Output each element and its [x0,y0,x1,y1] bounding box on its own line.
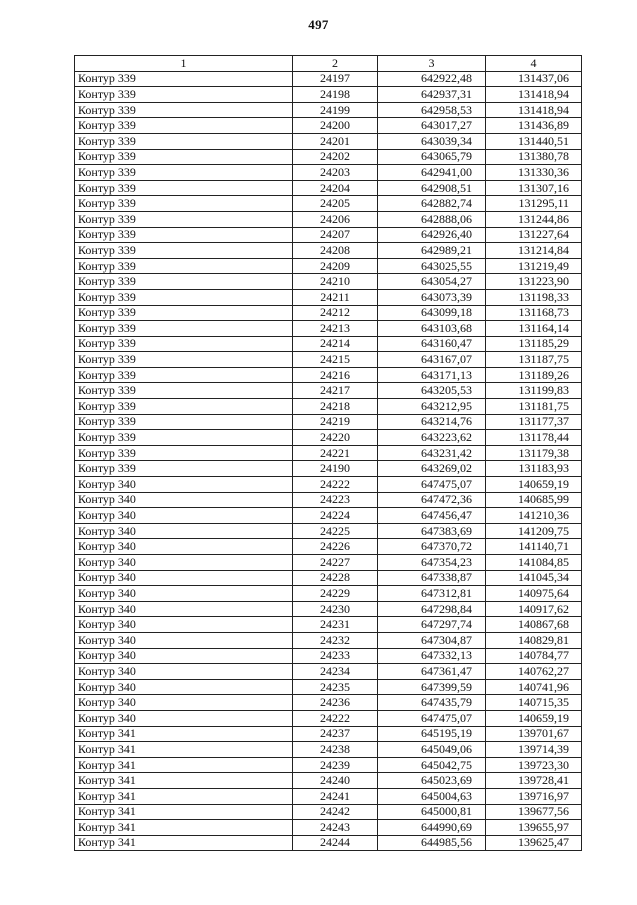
y-coordinate-cell: 141084,85 [486,555,582,571]
point-number-cell: 24224 [293,508,378,524]
y-coordinate-cell: 139625,47 [486,835,582,851]
contour-name-cell: Контур 339 [75,399,293,415]
x-coordinate-cell: 643269,02 [378,461,486,477]
point-number-cell: 24202 [293,149,378,165]
y-coordinate-cell: 131418,94 [486,87,582,103]
contour-name-cell: Контур 341 [75,757,293,773]
contour-name-cell: Контур 339 [75,445,293,461]
point-number-cell: 24222 [293,477,378,493]
contour-name-cell: Контур 341 [75,726,293,742]
point-number-cell: 24210 [293,274,378,290]
y-coordinate-cell: 139701,67 [486,726,582,742]
table-row [75,165,582,181]
y-coordinate-cell: 140659,19 [486,710,582,726]
y-coordinate-cell: 131168,73 [486,305,582,321]
point-number-cell: 24236 [293,695,378,711]
table-row [75,508,582,524]
x-coordinate-cell: 647332,13 [378,648,486,664]
point-number-cell: 24190 [293,461,378,477]
x-coordinate-cell: 643039,34 [378,133,486,149]
contour-name-cell: Контур 339 [75,71,293,87]
y-coordinate-cell: 131189,26 [486,367,582,383]
contour-name-cell: Контур 339 [75,133,293,149]
y-coordinate-cell: 131183,93 [486,461,582,477]
point-number-cell: 24201 [293,133,378,149]
contour-name-cell: Контур 340 [75,664,293,680]
x-coordinate-cell: 643231,42 [378,445,486,461]
y-coordinate-cell: 131198,33 [486,289,582,305]
y-coordinate-cell: 140659,19 [486,477,582,493]
point-number-cell: 24203 [293,165,378,181]
x-coordinate-cell: 642958,53 [378,102,486,118]
point-number-cell: 24219 [293,414,378,430]
table-row [75,461,582,477]
point-number-cell: 24221 [293,445,378,461]
table-row [75,523,582,539]
y-coordinate-cell: 131227,64 [486,227,582,243]
y-coordinate-cell: 131177,37 [486,414,582,430]
point-number-cell: 24208 [293,243,378,259]
table-row [75,586,582,602]
x-coordinate-cell: 645042,75 [378,757,486,773]
point-number-cell: 24232 [293,632,378,648]
contour-name-cell: Контур 341 [75,742,293,758]
table-row [75,258,582,274]
table-row [75,632,582,648]
y-coordinate-cell: 140917,62 [486,601,582,617]
y-coordinate-cell: 131187,75 [486,352,582,368]
y-coordinate-cell: 140829,81 [486,632,582,648]
table-row [75,570,582,586]
contour-name-cell: Контур 340 [75,570,293,586]
y-coordinate-cell: 139655,97 [486,820,582,836]
x-coordinate-cell: 647304,87 [378,632,486,648]
contour-name-cell: Контур 339 [75,196,293,212]
contour-name-cell: Контур 341 [75,788,293,804]
x-coordinate-cell: 643167,07 [378,352,486,368]
contour-name-cell: Контур 340 [75,648,293,664]
x-coordinate-cell: 643054,27 [378,274,486,290]
contour-name-cell: Контур 341 [75,773,293,789]
x-coordinate-cell: 647354,23 [378,555,486,571]
x-coordinate-cell: 647312,81 [378,586,486,602]
x-coordinate-cell: 647475,07 [378,710,486,726]
x-coordinate-cell: 643160,47 [378,336,486,352]
table-row [75,773,582,789]
y-coordinate-cell: 131185,29 [486,336,582,352]
point-number-cell: 24209 [293,258,378,274]
contour-name-cell: Контур 340 [75,523,293,539]
table-row [75,601,582,617]
contour-name-cell: Контур 341 [75,835,293,851]
x-coordinate-cell: 647383,69 [378,523,486,539]
x-coordinate-cell: 643171,13 [378,367,486,383]
y-coordinate-cell: 131178,44 [486,430,582,446]
x-coordinate-cell: 647361,47 [378,664,486,680]
table-row [75,243,582,259]
y-coordinate-cell: 131307,16 [486,180,582,196]
point-number-cell: 24239 [293,757,378,773]
point-number-cell: 24212 [293,305,378,321]
y-coordinate-cell: 131181,75 [486,399,582,415]
contour-name-cell: Контур 340 [75,632,293,648]
point-number-cell: 24242 [293,804,378,820]
point-number-cell: 24211 [293,289,378,305]
contour-name-cell: Контур 340 [75,477,293,493]
point-number-cell: 24234 [293,664,378,680]
x-coordinate-cell: 644990,69 [378,820,486,836]
contour-name-cell: Контур 339 [75,383,293,399]
contour-name-cell: Контур 340 [75,492,293,508]
column-header-3: 3 [378,56,486,72]
y-coordinate-cell: 140975,64 [486,586,582,602]
point-number-cell: 24233 [293,648,378,664]
contour-name-cell: Контур 341 [75,820,293,836]
x-coordinate-cell: 647472,36 [378,492,486,508]
contour-name-cell: Контур 339 [75,336,293,352]
y-coordinate-cell: 131436,89 [486,118,582,134]
table-row [75,336,582,352]
y-coordinate-cell: 139677,56 [486,804,582,820]
table-row [75,133,582,149]
x-coordinate-cell: 643025,55 [378,258,486,274]
contour-name-cell: Контур 339 [75,149,293,165]
point-number-cell: 24206 [293,211,378,227]
x-coordinate-cell: 643099,18 [378,305,486,321]
table-row [75,477,582,493]
y-coordinate-cell: 131199,83 [486,383,582,399]
table-row [75,321,582,337]
table-row [75,445,582,461]
table-row [75,383,582,399]
contour-name-cell: Контур 339 [75,367,293,383]
x-coordinate-cell: 642941,00 [378,165,486,181]
point-number-cell: 24200 [293,118,378,134]
x-coordinate-cell: 642926,40 [378,227,486,243]
y-coordinate-cell: 140685,99 [486,492,582,508]
x-coordinate-cell: 645000,81 [378,804,486,820]
y-coordinate-cell: 131219,49 [486,258,582,274]
point-number-cell: 24225 [293,523,378,539]
x-coordinate-cell: 647456,47 [378,508,486,524]
y-coordinate-cell: 141045,34 [486,570,582,586]
header-row [75,56,582,72]
point-number-cell: 24235 [293,679,378,695]
contour-name-cell: Контур 340 [75,679,293,695]
contour-name-cell: Контур 339 [75,211,293,227]
point-number-cell: 24238 [293,742,378,758]
x-coordinate-cell: 643205,53 [378,383,486,399]
y-coordinate-cell: 139716,97 [486,788,582,804]
y-coordinate-cell: 139714,39 [486,742,582,758]
table-row [75,430,582,446]
y-coordinate-cell: 140867,68 [486,617,582,633]
x-coordinate-cell: 647370,72 [378,539,486,555]
x-coordinate-cell: 642989,21 [378,243,486,259]
table-row [75,149,582,165]
contour-name-cell: Контур 339 [75,274,293,290]
y-coordinate-cell: 131223,90 [486,274,582,290]
contour-name-cell: Контур 339 [75,87,293,103]
table-row [75,835,582,851]
x-coordinate-cell: 647399,59 [378,679,486,695]
point-number-cell: 24207 [293,227,378,243]
table-row [75,399,582,415]
table-row [75,367,582,383]
table-row [75,695,582,711]
page-number: 497 [308,17,329,32]
x-coordinate-cell: 642888,06 [378,211,486,227]
contour-name-cell: Контур 339 [75,258,293,274]
y-coordinate-cell: 131380,78 [486,149,582,165]
table-row [75,539,582,555]
point-number-cell: 24244 [293,835,378,851]
x-coordinate-cell: 643065,79 [378,149,486,165]
point-number-cell: 24199 [293,102,378,118]
x-coordinate-cell: 643223,62 [378,430,486,446]
y-coordinate-cell: 139723,30 [486,757,582,773]
table-row [75,196,582,212]
y-coordinate-cell: 140715,35 [486,695,582,711]
point-number-cell: 24226 [293,539,378,555]
point-number-cell: 24222 [293,710,378,726]
point-number-cell: 24240 [293,773,378,789]
table-row [75,71,582,87]
x-coordinate-cell: 643103,68 [378,321,486,337]
y-coordinate-cell: 131418,94 [486,102,582,118]
point-number-cell: 24214 [293,336,378,352]
table-row [75,211,582,227]
table-row [75,742,582,758]
y-coordinate-cell: 140784,77 [486,648,582,664]
x-coordinate-cell: 647297,74 [378,617,486,633]
x-coordinate-cell: 645195,19 [378,726,486,742]
point-number-cell: 24217 [293,383,378,399]
contour-name-cell: Контур 341 [75,804,293,820]
table-row [75,679,582,695]
point-number-cell: 24227 [293,555,378,571]
y-coordinate-cell: 140762,27 [486,664,582,680]
table-row [75,180,582,196]
table-row [75,414,582,430]
table-row [75,710,582,726]
x-coordinate-cell: 644985,56 [378,835,486,851]
table-row [75,352,582,368]
point-number-cell: 24231 [293,617,378,633]
table-row [75,804,582,820]
point-number-cell: 24229 [293,586,378,602]
x-coordinate-cell: 643212,95 [378,399,486,415]
contour-name-cell: Контур 340 [75,710,293,726]
point-number-cell: 24241 [293,788,378,804]
y-coordinate-cell: 131440,51 [486,133,582,149]
x-coordinate-cell: 642882,74 [378,196,486,212]
y-coordinate-cell: 141209,75 [486,523,582,539]
point-number-cell: 24237 [293,726,378,742]
table-row [75,118,582,134]
contour-name-cell: Контур 339 [75,180,293,196]
point-number-cell: 24230 [293,601,378,617]
contour-name-cell: Контур 339 [75,430,293,446]
x-coordinate-cell: 647475,07 [378,477,486,493]
y-coordinate-cell: 131214,84 [486,243,582,259]
point-number-cell: 24197 [293,71,378,87]
table-row [75,757,582,773]
table-row [75,274,582,290]
point-number-cell: 24215 [293,352,378,368]
point-number-cell: 24228 [293,570,378,586]
y-coordinate-cell: 131437,06 [486,71,582,87]
y-coordinate-cell: 139728,41 [486,773,582,789]
x-coordinate-cell: 642937,31 [378,87,486,103]
table-row [75,87,582,103]
y-coordinate-cell: 131295,11 [486,196,582,212]
table-row [75,555,582,571]
x-coordinate-cell: 645023,69 [378,773,486,789]
contour-name-cell: Контур 339 [75,289,293,305]
point-number-cell: 24213 [293,321,378,337]
x-coordinate-cell: 643214,76 [378,414,486,430]
point-number-cell: 24218 [293,399,378,415]
contour-name-cell: Контур 339 [75,414,293,430]
y-coordinate-cell: 131164,14 [486,321,582,337]
contour-name-cell: Контур 339 [75,321,293,337]
table-row [75,492,582,508]
contour-name-cell: Контур 339 [75,227,293,243]
x-coordinate-cell: 642922,48 [378,71,486,87]
contour-name-cell: Контур 339 [75,305,293,321]
contour-name-cell: Контур 340 [75,508,293,524]
y-coordinate-cell: 131330,36 [486,165,582,181]
contour-name-cell: Контур 339 [75,165,293,181]
x-coordinate-cell: 645004,63 [378,788,486,804]
table-row [75,648,582,664]
x-coordinate-cell: 642908,51 [378,180,486,196]
contour-name-cell: Контур 339 [75,118,293,134]
x-coordinate-cell: 647338,87 [378,570,486,586]
table-row [75,726,582,742]
contour-name-cell: Контур 340 [75,555,293,571]
column-header-4: 4 [486,56,582,72]
y-coordinate-cell: 141210,36 [486,508,582,524]
y-coordinate-cell: 141140,71 [486,539,582,555]
table-row [75,617,582,633]
contour-name-cell: Контур 339 [75,352,293,368]
table-header [75,56,582,72]
x-coordinate-cell: 645049,06 [378,742,486,758]
table-row [75,664,582,680]
contour-name-cell: Контур 340 [75,695,293,711]
point-number-cell: 24198 [293,87,378,103]
table-row [75,289,582,305]
point-number-cell: 24204 [293,180,378,196]
table-body [75,71,582,851]
table-row [75,820,582,836]
column-header-1: 1 [75,56,293,72]
x-coordinate-cell: 643073,39 [378,289,486,305]
contour-name-cell: Контур 339 [75,461,293,477]
contour-name-cell: Контур 340 [75,586,293,602]
contour-name-cell: Контур 340 [75,617,293,633]
y-coordinate-cell: 140741,96 [486,679,582,695]
table-row [75,102,582,118]
contour-name-cell: Контур 339 [75,243,293,259]
contour-name-cell: Контур 339 [75,102,293,118]
column-header-2: 2 [293,56,378,72]
x-coordinate-cell: 643017,27 [378,118,486,134]
y-coordinate-cell: 131244,86 [486,211,582,227]
point-number-cell: 24223 [293,492,378,508]
contour-name-cell: Контур 340 [75,539,293,555]
x-coordinate-cell: 647435,79 [378,695,486,711]
table-row [75,788,582,804]
table-row [75,227,582,243]
point-number-cell: 24220 [293,430,378,446]
x-coordinate-cell: 647298,84 [378,601,486,617]
point-number-cell: 24243 [293,820,378,836]
y-coordinate-cell: 131179,38 [486,445,582,461]
coordinates-table [74,55,582,851]
table-row [75,305,582,321]
point-number-cell: 24216 [293,367,378,383]
point-number-cell: 24205 [293,196,378,212]
contour-name-cell: Контур 340 [75,601,293,617]
